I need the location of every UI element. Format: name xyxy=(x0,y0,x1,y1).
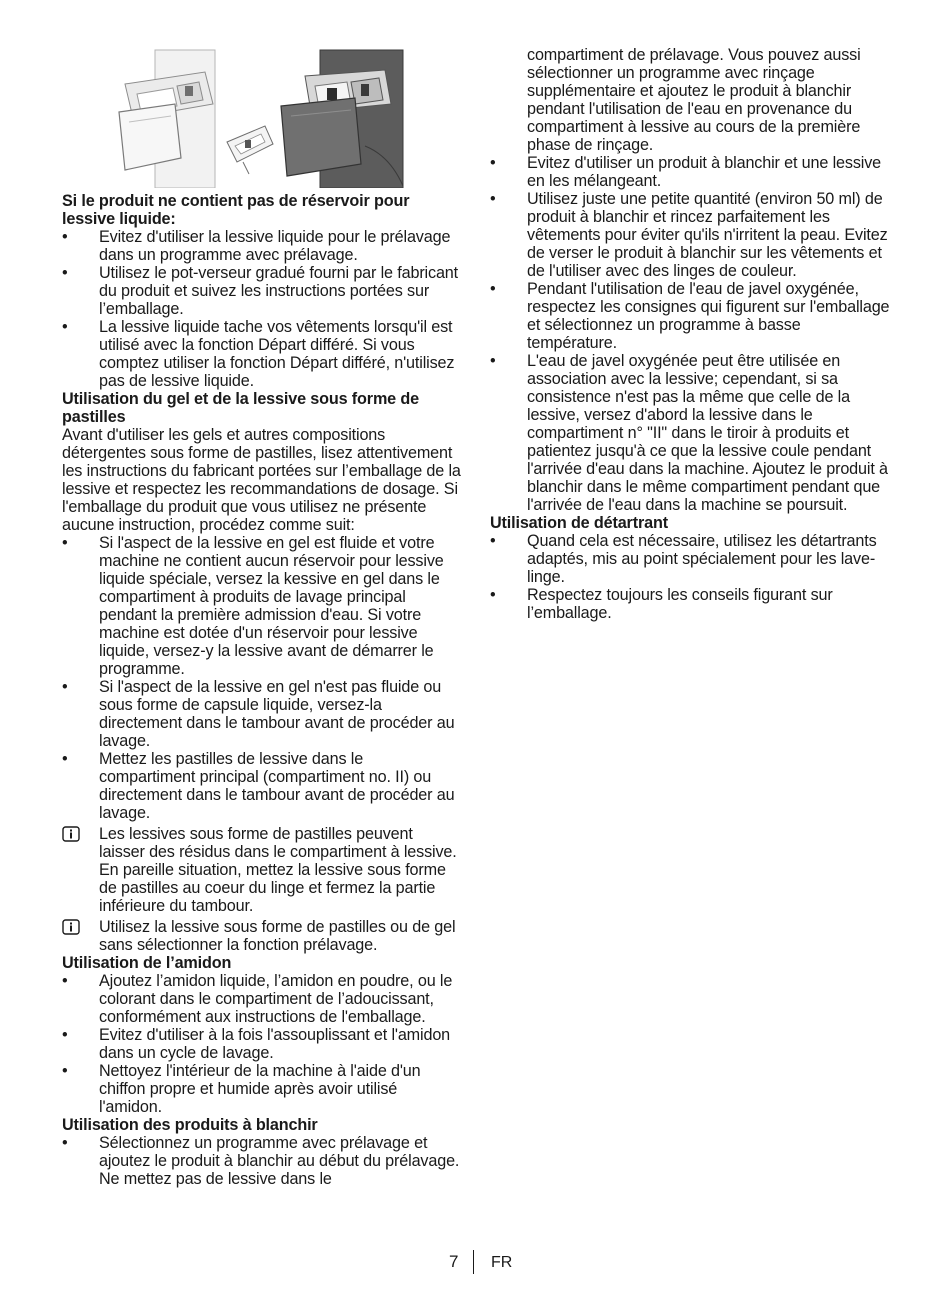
list-item: • L'eau de javel oxygénée peut être utilisée en association avec la lessive; cependant, si sa consistence n'est pas la même que celle de la lessive, versez d'abord la lessive dans le compartiment n° "II" dans le tiroir à produits et patientez jusqu'à ce que la lessive coule pendant l'arrivée d'eau dans la machine. Ajoutez le produit à blanchir dans le même compartiment pendant que l'arrivée de l'eau dans la machine se poursuit. xyxy=(490,352,890,514)
list-item: • Si l'aspect de la lessive en gel est fluide et votre machine ne contient aucun réservoir pour lessive liquide spéciale, versez la kessive en gel dans le compartiment à produits de lavage principal pendant la première admission d'eau. Si votre machine est dotée d'un réservoir pour lessive liquide, versez-y la lessive avant de démarrer le programme. xyxy=(62,534,462,678)
section-title-no-liquid-reservoir: Si le produit ne contient pas de réservoir pour lessive liquide: xyxy=(62,192,410,228)
list-item: • Ajoutez l’amidon liquide, l’amidon en poudre, ou le colorant dans le compartiment de l’adoucissant, conformément aux instructions de l'emballage. xyxy=(62,972,462,1026)
info-icon xyxy=(62,919,80,935)
list-item: • Sélectionnez un programme avec prélavage et ajoutez le produit à blanchir au début du prélavage. Ne mettez pas de lessive dans le xyxy=(62,1134,462,1188)
list-item: • Quand cela est nécessaire, utilisez les détartrants adaptés, mis au point spécialement pour les lave-linge. xyxy=(490,532,890,586)
detergent-drawer-illustration xyxy=(115,46,405,188)
list-item: • Si l'aspect de la lessive en gel n'est pas fluide ou sous forme de capsule liquide, versez-la directement dans le tambour avant de procéder au lavage. xyxy=(62,678,462,750)
section-title-bleach: Utilisation des produits à blanchir xyxy=(62,1116,318,1134)
bullet-list xyxy=(490,532,890,622)
section-title-descaler: Utilisation de détartrant xyxy=(490,514,668,532)
page-number: 7 xyxy=(449,1252,459,1271)
note-text: Les lessives sous forme de pastilles peuvent laisser des résidus dans le compartiment à lessive. En pareille situation, mettez la lessive sous forme de pastilles au coeur du linge et fermez la partie inférieure du tambour. xyxy=(99,825,457,915)
bullet-list xyxy=(490,154,890,514)
bullet-list xyxy=(62,1134,462,1188)
right-column xyxy=(490,46,890,622)
list-item: • Evitez d'utiliser un produit à blanchir et une lessive en les mélangeant. xyxy=(490,154,890,190)
section-title-starch: Utilisation de l’amidon xyxy=(62,954,232,972)
bullet-list xyxy=(62,534,462,822)
continued-text: compartiment de prélavage. Vous pouvez aussi sélectionner un programme avec rinçage supplémentaire et ajoutez le produit à blanchir pendant l'utilisation de l'eau en provenance du compartiment à lessive au cours de la première phase de rinçage. xyxy=(527,46,861,154)
section-title-gel-tablets: Utilisation du gel et de la lessive sous forme de pastilles xyxy=(62,390,419,426)
info-note xyxy=(62,918,462,954)
list-item: • Utilisez le pot-verseur gradué fourni par le fabricant du produit et suivez les instructions portées sur l’emballage. xyxy=(62,264,462,318)
page-footer xyxy=(0,1252,950,1274)
language-code: FR xyxy=(491,1254,513,1271)
paragraph-intro: Avant d'utiliser les gels et autres compositions détergentes sous forme de pastilles, lisez attentivement les instructions du fabricant portées sur l’emballage de la lessive et respectez les recommandations de dosage. Si l'emballage du produit que vous utilisez ne présente aucune instruction, procédez comme suit: xyxy=(62,426,461,534)
list-item: • La lessive liquide tache vos vêtements lorsqu'il est utilisé avec la fonction Départ différé. Si vous comptez utiliser la fonction Départ différé, n'utilisez pas de lessive liquide. xyxy=(62,318,462,390)
left-column xyxy=(62,192,462,1188)
list-item: • Evitez d'utiliser la lessive liquide pour le prélavage dans un programme avec prélavage. xyxy=(62,228,462,264)
list-item: • Mettez les pastilles de lessive dans le compartiment principal (compartiment no. II) ou directement dans le tambour avant de procéder au lavage. xyxy=(62,750,462,822)
list-item: • Utilisez juste une petite quantité (environ 50 ml) de produit à blanchir et rincez parfaitement les vêtements pour éviter qu'ils n'irritent la peau. Evitez de verser le produit à blanchir sur les vêtements et de l'utiliser avec des linges de couleur. xyxy=(490,190,890,280)
info-note xyxy=(62,825,462,915)
list-item: • Pendant l'utilisation de l'eau de javel oxygénée, respectez les consignes qui figurent sur l'emballage et sélectionnez un programme à basse température. xyxy=(490,280,890,352)
list-item: • Nettoyez l'intérieur de la machine à l'aide d'un chiffon propre et humide après avoir utilisé l'amidon. xyxy=(62,1062,462,1116)
note-text: Utilisez la lessive sous forme de pastilles ou de gel sans sélectionner la fonction prélavage. xyxy=(99,918,456,954)
list-item: • Evitez d'utiliser à la fois l'assouplissant et l'amidon dans un cycle de lavage. xyxy=(62,1026,462,1062)
list-item: • Respectez toujours les conseils figurant sur l’emballage. xyxy=(490,586,890,622)
bullet-list xyxy=(62,228,462,390)
info-icon xyxy=(62,826,80,842)
bullet-list xyxy=(62,972,462,1116)
footer-divider xyxy=(473,1250,474,1274)
